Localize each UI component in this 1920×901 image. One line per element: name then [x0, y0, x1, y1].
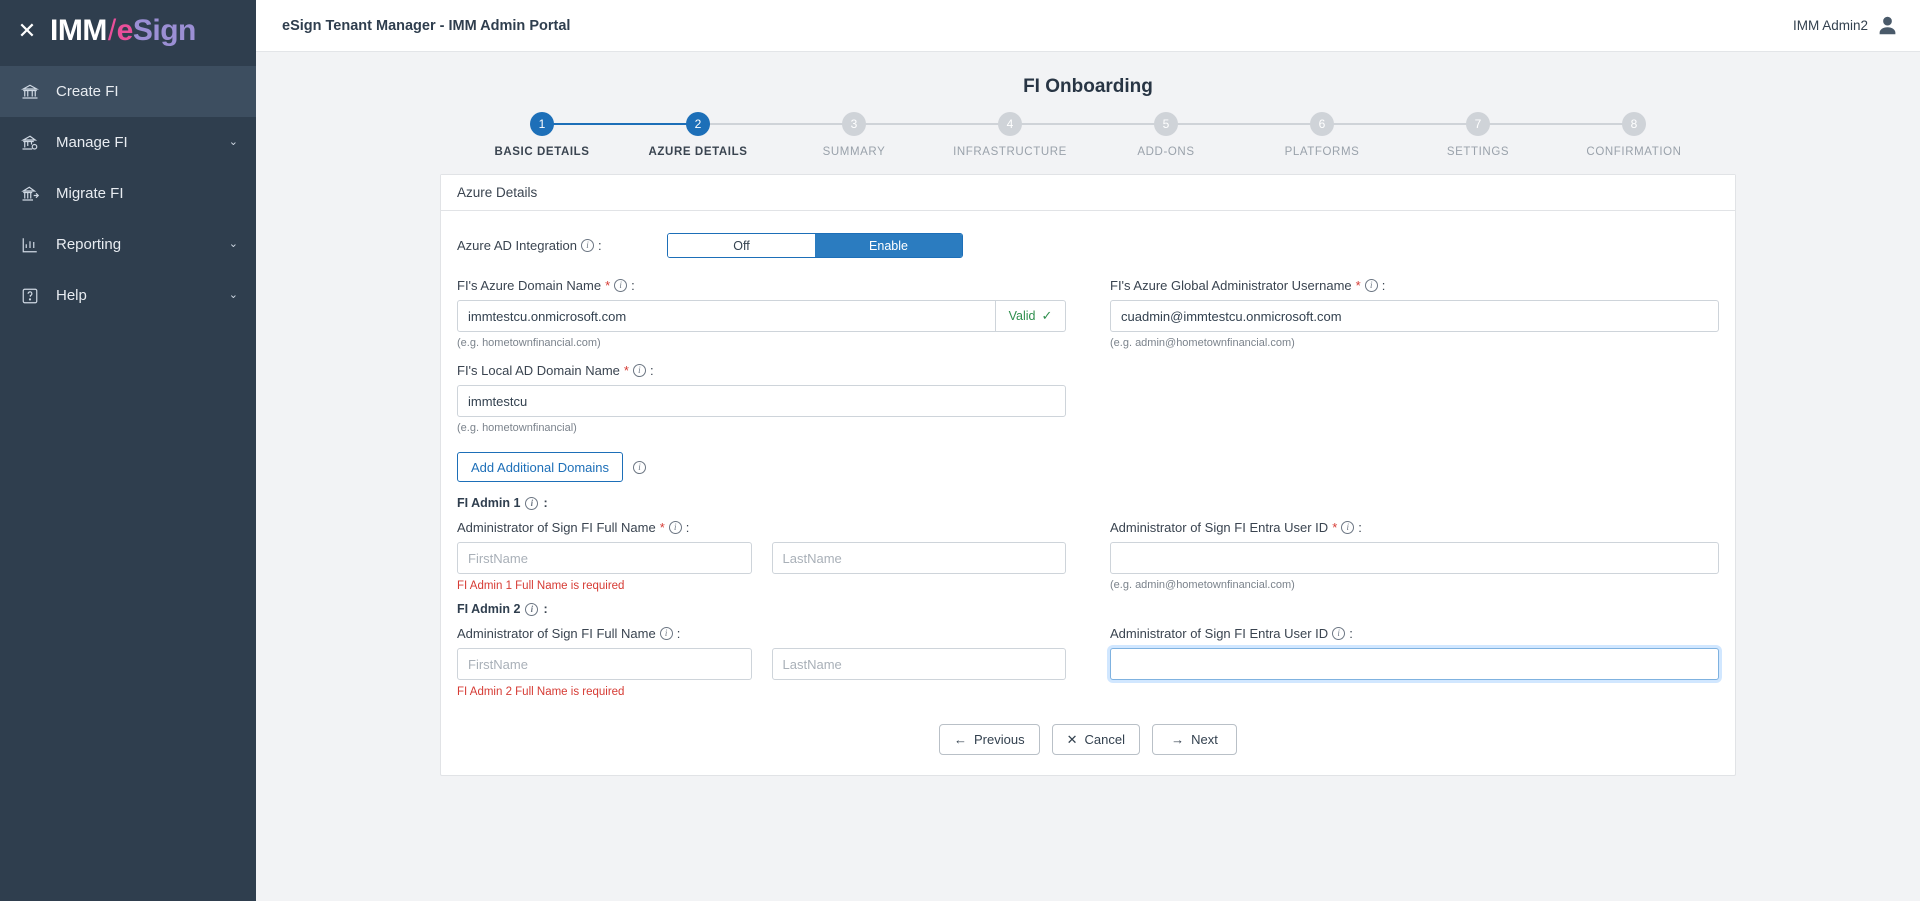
azure-ad-integration-label-group [457, 238, 667, 253]
content-area [256, 52, 1920, 901]
fi-admin-1-firstname-input[interactable] [457, 542, 752, 574]
logo-slash: / [107, 14, 116, 47]
info-icon[interactable]: i [525, 497, 538, 510]
required-marker: * [623, 363, 629, 378]
colon: : [597, 238, 602, 253]
azure-domain-hint: (e.g. hometownfinancial.com) [457, 337, 601, 349]
fi-admin-2-fullname-label: Administrator of Sign FI Full Name [457, 626, 656, 641]
check-icon: ✓ [1041, 308, 1053, 323]
info-icon[interactable]: i [669, 521, 682, 534]
sidebar-nav [0, 66, 256, 321]
fi-admin-1-entra-user-id-input[interactable] [1110, 542, 1719, 574]
step-connector [1166, 123, 1322, 125]
main-area [256, 0, 1920, 901]
step-label: ADD-ONS [1137, 146, 1195, 158]
next-button-label: Next [1191, 732, 1218, 747]
card-header: Azure Details [441, 175, 1735, 211]
fi-admin-2-entra-label: Administrator of Sign FI Entra User ID [1110, 626, 1329, 641]
step-label: PLATFORMS [1284, 146, 1360, 158]
step-number: 3 [842, 112, 866, 136]
azure-domain-col [457, 278, 1088, 349]
fi-admin-1-entra-label: Administrator of Sign FI Entra User ID [1110, 520, 1329, 535]
toggle-option-off[interactable]: Off [668, 234, 815, 257]
arrow-left-icon: ← [954, 732, 968, 747]
info-icon[interactable]: i [660, 627, 673, 640]
logo-imm: IMM [50, 14, 107, 47]
chevron-down-icon: ⌄ [228, 238, 238, 250]
previous-button[interactable] [939, 724, 1040, 755]
colon: : [1381, 278, 1386, 293]
colon: : [631, 278, 635, 293]
step-connector [1322, 123, 1478, 125]
sidebar [0, 0, 256, 901]
step-connector [698, 123, 854, 125]
global-admin-hint: (e.g. admin@hometownfinancial.com) [1110, 337, 1295, 349]
step-label: SETTINGS [1446, 146, 1510, 158]
azure-domain-input-group [457, 300, 1066, 332]
step-label: BASIC DETAILS [494, 146, 590, 158]
azure-ad-integration-row [457, 233, 1719, 258]
fi-admin-1-heading-group [457, 496, 1719, 510]
fi-admin-2-name-fields [457, 648, 1066, 680]
sidebar-item-label: Reporting [56, 236, 122, 253]
step-platforms[interactable] [1244, 112, 1400, 158]
avatar-icon[interactable] [1877, 15, 1898, 36]
step-basic-details[interactable] [464, 112, 620, 158]
info-icon[interactable]: i [1332, 627, 1345, 640]
info-icon[interactable]: i [633, 364, 646, 377]
wizard-footer-buttons [457, 724, 1719, 755]
app-logo [50, 14, 196, 48]
fi-admin-2-entra-label-group [1110, 626, 1719, 641]
valid-text: Valid [1008, 309, 1036, 323]
info-icon[interactable]: i [525, 603, 538, 616]
topbar-username: IMM Admin2 [1792, 18, 1868, 33]
info-icon[interactable]: i [614, 279, 627, 292]
bank-gear-icon [20, 134, 46, 152]
local-ad-label: FI's Local AD Domain Name [457, 363, 620, 378]
colon: : [649, 363, 654, 378]
cancel-button[interactable] [1052, 724, 1140, 755]
colon: : [1358, 520, 1362, 535]
onboarding-stepper [464, 112, 1712, 158]
fi-admin-1-name-fields [457, 542, 1066, 574]
info-icon[interactable]: i [581, 239, 594, 252]
close-icon[interactable]: ✕ [17, 18, 37, 43]
step-number: 5 [1154, 112, 1178, 136]
fi-admin-1-name-col [457, 520, 1088, 592]
fi-admin-2-heading: FI Admin 2 [457, 602, 521, 616]
step-settings[interactable] [1400, 112, 1556, 158]
step-connector [542, 123, 698, 125]
fi-admin-1-heading: FI Admin 1 [457, 496, 521, 510]
step-number: 8 [1622, 112, 1646, 136]
fi-admin-1-fullname-label-group [457, 520, 1066, 535]
step-label: AZURE DETAILS [648, 146, 748, 158]
page-title: FI Onboarding [1023, 76, 1153, 97]
fi-admin-2-entra-user-id-input[interactable] [1110, 648, 1719, 680]
step-connector [1478, 123, 1634, 125]
local-ad-col [457, 363, 1088, 434]
info-icon[interactable]: i [1341, 521, 1354, 534]
azure-ad-toggle[interactable] [667, 233, 963, 258]
info-icon[interactable]: i [1365, 279, 1378, 292]
bar-chart-icon [20, 236, 46, 254]
colon: : [676, 626, 681, 641]
sidebar-item-migrate-fi[interactable] [0, 168, 256, 219]
arrow-right-icon: → [1171, 732, 1185, 747]
bank-arrow-icon [20, 185, 46, 203]
fi-admin-2-row [457, 626, 1719, 698]
fi-admin-2-firstname-input[interactable] [457, 648, 752, 680]
previous-button-label: Previous [974, 732, 1025, 747]
azure-domain-label-group [457, 278, 1066, 293]
azure-domain-label: FI's Azure Domain Name [457, 278, 602, 293]
fi-admin-1-lastname-input[interactable] [772, 542, 1067, 574]
fi-admin-1-name-error: FI Admin 1 Full Name is required [457, 580, 625, 592]
step-label: CONFIRMATION [1586, 146, 1682, 158]
sidebar-item-label: Migrate FI [56, 185, 124, 202]
local-ad-row [457, 363, 1719, 434]
step-connector [1010, 123, 1166, 125]
step-infrastructure[interactable] [932, 112, 1088, 158]
sidebar-item-label: Help [56, 287, 87, 304]
fi-admin-1-entra-label-group [1110, 520, 1719, 535]
step-label: INFRASTRUCTURE [953, 146, 1067, 158]
colon: : [1349, 626, 1353, 641]
chevron-down-icon: ⌄ [228, 136, 238, 148]
topbar-title: eSign Tenant Manager - IMM Admin Portal [282, 17, 571, 34]
sidebar-item-label: Manage FI [56, 134, 128, 151]
azure-ad-integration-label: Azure AD Integration [457, 238, 577, 253]
fi-admin-2-name-error: FI Admin 2 Full Name is required [457, 686, 625, 698]
topbar-user-area[interactable] [1793, 15, 1898, 36]
sidebar-header [0, 0, 256, 62]
fi-admin-2-heading-group [457, 602, 1719, 616]
fi-admin-2-name-col [457, 626, 1088, 698]
sidebar-item-reporting[interactable] [0, 219, 256, 270]
sidebar-item-manage-fi[interactable] [0, 117, 256, 168]
step-number: 1 [530, 112, 554, 136]
cancel-button-label: Cancel [1084, 732, 1125, 747]
azure-domain-input[interactable] [457, 300, 996, 332]
required-marker: * [1355, 278, 1361, 293]
add-domains-row [457, 452, 1719, 482]
colon: : [685, 520, 690, 535]
sidebar-item-create-fi[interactable] [0, 66, 256, 117]
colon: : [543, 496, 548, 510]
global-admin-username-input[interactable] [1110, 300, 1719, 332]
step-number: 2 [686, 112, 710, 136]
domain-admin-row [457, 278, 1719, 349]
step-number: 4 [998, 112, 1022, 136]
fi-admin-1-fullname-label: Administrator of Sign FI Full Name [457, 520, 656, 535]
colon: : [543, 602, 548, 616]
local-ad-domain-input[interactable] [457, 385, 1066, 417]
help-icon [20, 287, 46, 305]
card-body [441, 211, 1735, 775]
toggle-option-enable[interactable]: Enable [815, 234, 962, 257]
step-confirmation[interactable] [1556, 112, 1712, 158]
sidebar-item-label: Create FI [56, 83, 119, 100]
global-admin-label: FI's Azure Global Administrator Username [1110, 278, 1352, 293]
add-additional-domains-button[interactable]: Add Additional Domains [457, 452, 623, 482]
bank-icon [20, 83, 46, 101]
fi-admin-2-lastname-input[interactable] [772, 648, 1067, 680]
global-admin-label-group [1110, 278, 1719, 293]
fi-admin-1-entra-hint: (e.g. admin@hometownfinancial.com) [1110, 579, 1295, 591]
fi-admin-2-fullname-label-group [457, 626, 1066, 641]
step-add-ons[interactable] [1088, 112, 1244, 158]
step-connector [854, 123, 1010, 125]
required-marker: * [659, 520, 665, 535]
step-number: 7 [1466, 112, 1490, 136]
topbar [256, 0, 1920, 52]
azure-ad-toggle-wrap [667, 233, 963, 258]
close-icon: ✕ [1066, 731, 1078, 747]
logo-e: e [116, 14, 133, 47]
fi-admin-1-row [457, 520, 1719, 592]
next-button[interactable] [1152, 724, 1237, 755]
fi-admin-2-entra-col [1088, 626, 1719, 698]
step-number: 6 [1310, 112, 1334, 136]
sidebar-item-help[interactable] [0, 270, 256, 321]
chevron-down-icon: ⌄ [228, 289, 238, 301]
step-azure-details[interactable] [620, 112, 776, 158]
step-label: SUMMARY [822, 146, 886, 158]
step-summary[interactable] [776, 112, 932, 158]
required-marker: * [1332, 520, 1338, 535]
global-admin-col [1088, 278, 1719, 349]
required-marker: * [605, 278, 611, 293]
local-ad-label-group [457, 363, 1066, 378]
local-ad-hint: (e.g. hometownfinancial) [457, 422, 577, 434]
local-ad-spacer [1088, 363, 1719, 434]
azure-details-card [440, 174, 1736, 776]
fi-admin-1-entra-col [1088, 520, 1719, 592]
domain-valid-badge [996, 300, 1066, 332]
logo-sign: Sign [132, 14, 196, 47]
info-icon[interactable]: i [633, 461, 646, 474]
